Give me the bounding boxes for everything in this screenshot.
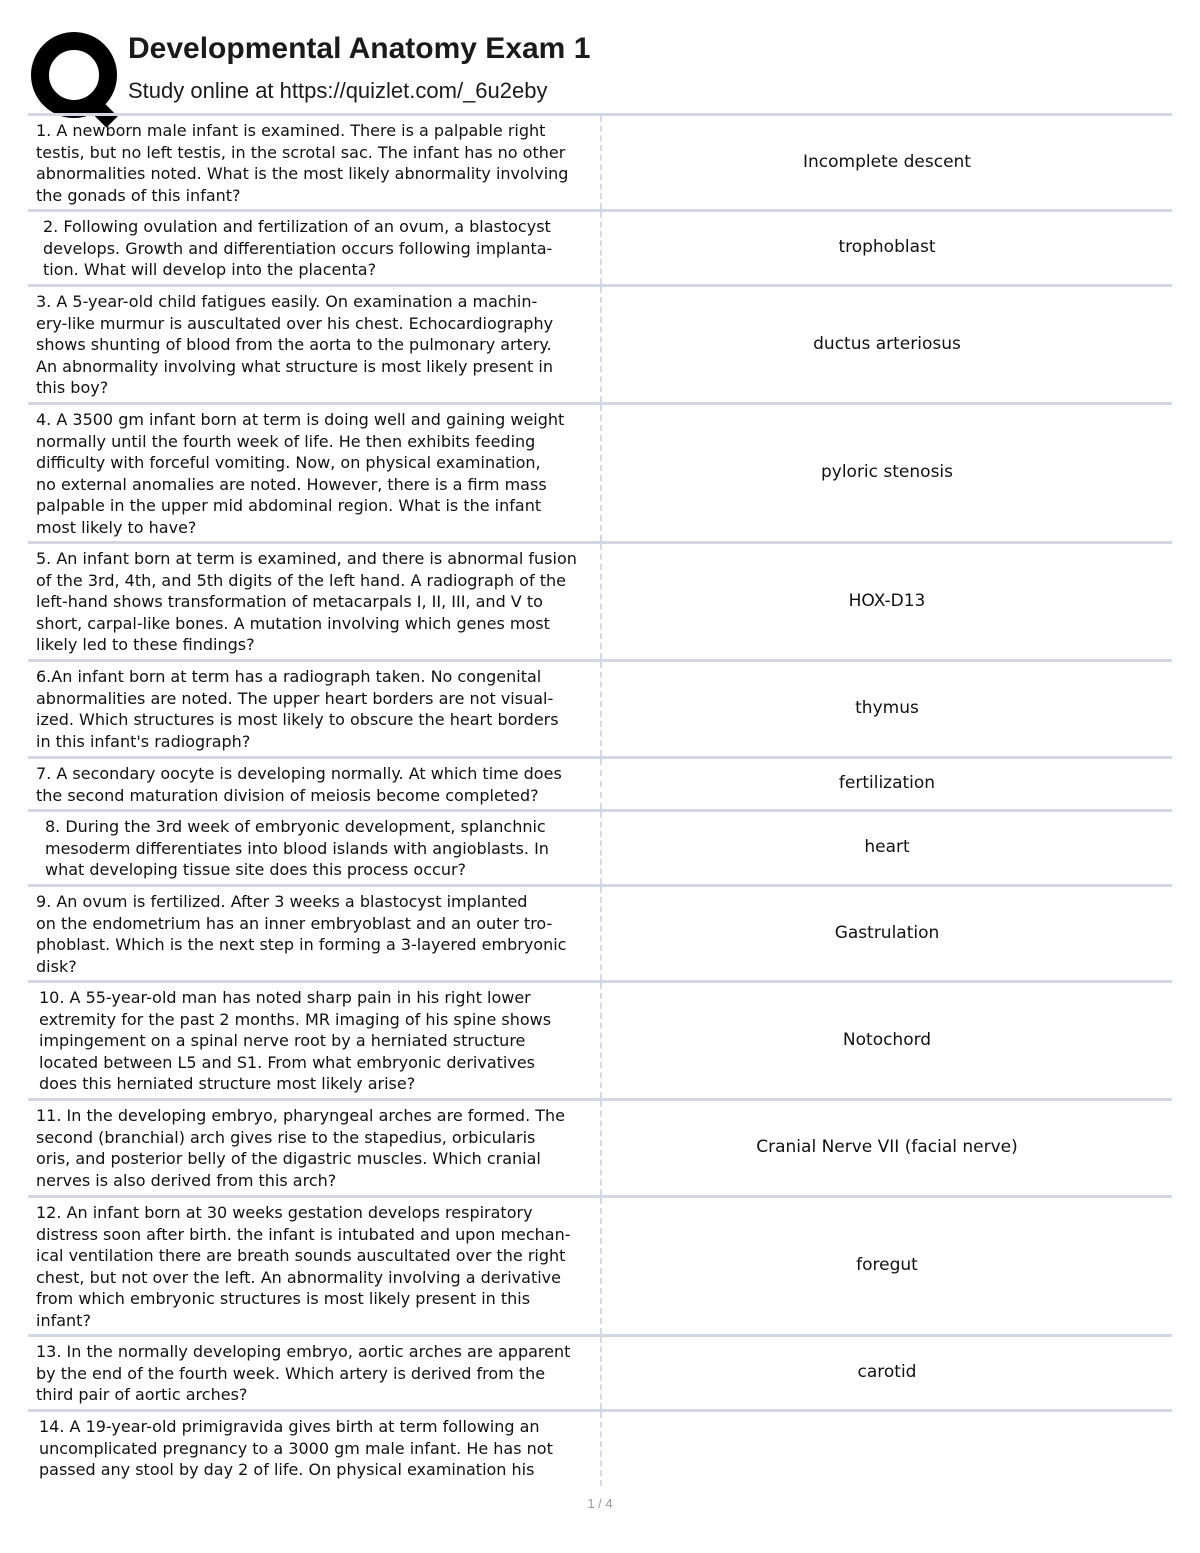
card-answer: heart	[864, 837, 910, 857]
card-question: 11. In the developing embryo, pharyngeal arches are formed. The second (branchial) arch gives rise to the stapedius, orbicularis oris, and posterior belly of the digastric muscles. Which cranial nerves is also derived from this arch?	[28, 1101, 602, 1195]
card-row	[28, 887, 1172, 983]
card-answer: fertilization	[838, 773, 936, 793]
card-row	[28, 662, 1172, 759]
card-row	[28, 1101, 1172, 1198]
card-row	[28, 544, 1172, 662]
card-answer: Notochord	[842, 1029, 932, 1050]
card-row	[28, 1412, 1172, 1486]
card-answer	[602, 1412, 1172, 1486]
card-answer: ductus arteriosus	[813, 333, 961, 354]
card-answer: carotid	[857, 1362, 917, 1382]
card-question: 3. A 5-year-old child fatigues easily. On examination a machin- ery-like murmur is auscultated over his chest. Echocardiography shows shunting of blood from the aorta to the pulmonary artery. An abnormality involving what structure is most likely present in this boy?	[28, 287, 602, 402]
card-question: 7. A secondary oocyte is developing normally. At which time does the second maturation division of meiosis become completed?	[28, 759, 602, 809]
card-question: 9. An ovum is fertilized. After 3 weeks a blastocyst implanted on the endometrium has an inner embryoblast and an outer tro- phoblast. Which is the next step in forming a 3-layered embryonic disk?	[28, 887, 602, 980]
card-answer: HOX-D13	[848, 590, 926, 611]
study-online-link[interactable]: Study online at https://quizlet.com/_6u2eby	[128, 78, 548, 103]
card-answer: foregut	[856, 1255, 918, 1275]
card-answer: Incomplete descent	[803, 151, 971, 172]
card-row	[28, 116, 1172, 212]
card-question: 6.An infant born at term has a radiograph taken. No congenital abnormalities are noted. The upper heart borders are not visual- ized. Which structures is most likely to obscure the heart borders in this infant's radiograph?	[28, 662, 602, 756]
card-question: 14. A 19-year-old primigravida gives birth at term following an uncomplicated pregnancy to a 3000 gm male infant. He has not passed any stool by day 2 of life. On physical examination his	[28, 1412, 602, 1486]
card-answer: pyloric stenosis	[820, 462, 954, 482]
card-row	[28, 983, 1172, 1101]
card-row	[28, 1198, 1172, 1337]
card-question: 8. During the 3rd week of embryonic development, splanchnic mesoderm differentiates into blood islands with angioblasts. In what developing tissue site does this process occur?	[28, 812, 602, 884]
page-title: Developmental Anatomy Exam 1	[128, 32, 591, 65]
card-row	[28, 212, 1172, 287]
flashcard-table	[28, 113, 1172, 1486]
page-header	[28, 26, 1178, 112]
card-question: 10. A 55-year-old man has noted sharp pain in his right lower extremity for the past 2 months. MR imaging of his spine shows impingement on a spinal nerve root by a herniated structure located between L5 and S1. From what embryonic derivatives does this herniated structure most likely arise?	[28, 983, 602, 1098]
card-answer: Cranial Nerve VII (facial nerve)	[756, 1137, 1018, 1157]
card-row	[28, 812, 1172, 887]
card-question: 2. Following ovulation and fertilization of an ovum, a blastocyst develops. Growth and differentiation occurs following implanta- tion. What will develop into the placenta?	[28, 212, 602, 284]
card-question: 4. A 3500 gm infant born at term is doing well and gaining weight normally until the fourth week of life. He then exhibits feeding difficulty with forceful vomiting. Now, on physical examination, no external anomalies are noted. However, there is a firm mass palpable in the upper mid abdominal region. What is the infant most likely to have?	[28, 405, 602, 541]
card-answer: Gastrulation	[834, 922, 940, 943]
card-question: 13. In the normally developing embryo, aortic arches are apparent by the end of the fourth week. Which artery is derived from the third pair of aortic arches?	[28, 1337, 602, 1409]
card-question: 1. A newborn male infant is examined. There is a palpable right testis, but no left testis, in the scrotal sac. The infant has no other abnormalities noted. What is the most likely abnormality involving the gonads of this infant?	[28, 116, 602, 209]
page-number: 1 / 4	[587, 1496, 613, 1511]
card-question: 5. An infant born at term is examined, and there is abnormal fusion of the 3rd, 4th, and 5th digits of the left hand. A radiograph of the left-hand shows transformation of metacarpals I, II, III, and V to short, carpal-like bones. A mutation involving which genes most likely led to these findings?	[28, 544, 602, 659]
card-row	[28, 759, 1172, 812]
card-row	[28, 405, 1172, 544]
card-answer: trophoblast	[838, 237, 936, 257]
card-question: 12. An infant born at 30 weeks gestation develops respiratory distress soon after birth. the infant is intubated and upon mechan- ical ventilation there are breath sounds auscultated over the right chest, but not over the left. An abnormality involving a derivative from which embryonic structures is most likely present in this infant?	[28, 1198, 602, 1334]
card-row	[28, 287, 1172, 405]
card-answer: thymus	[855, 698, 919, 718]
card-row	[28, 1337, 1172, 1412]
